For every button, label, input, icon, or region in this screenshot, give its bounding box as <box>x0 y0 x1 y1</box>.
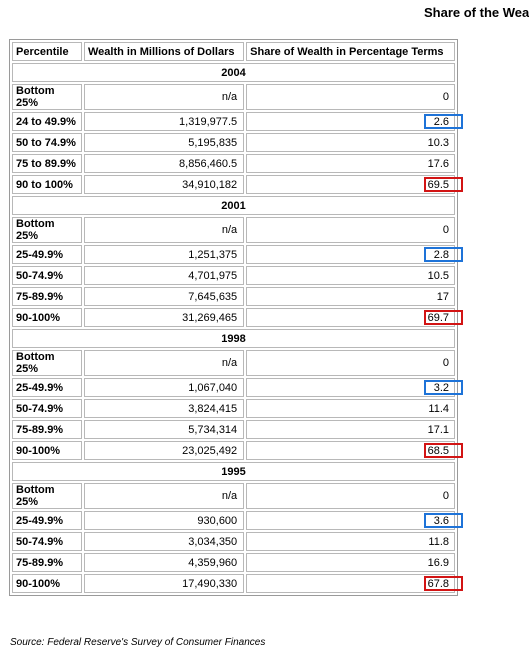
table-row <box>12 553 455 572</box>
percentile-cell: 75-89.9% <box>12 420 82 439</box>
table-row <box>12 154 455 173</box>
share-cell <box>246 133 455 152</box>
share-cell <box>246 287 455 306</box>
percentile-cell: 50-74.9% <box>12 399 82 418</box>
percentile-cell: 50-74.9% <box>12 532 82 551</box>
table-row <box>12 574 455 593</box>
share-cell <box>246 511 455 530</box>
wealth-cell: 34,910,182 <box>84 175 244 194</box>
table-row <box>12 84 455 110</box>
share-cell <box>246 175 455 194</box>
share-value: 69.7 <box>427 311 449 324</box>
wealth-cell: 5,734,314 <box>84 420 244 439</box>
table-row <box>12 441 455 460</box>
highlight-box-blue <box>424 247 463 262</box>
year-row <box>12 196 455 215</box>
wealth-cell: n/a <box>84 84 244 110</box>
percentile-cell: 25-49.9% <box>12 378 82 397</box>
share-value: 17.1 <box>427 423 449 436</box>
share-value: 10.3 <box>427 136 449 149</box>
year-heading: 1995 <box>12 462 455 481</box>
share-value: 16.9 <box>427 556 449 569</box>
share-cell <box>246 420 455 439</box>
share-value: 67.8 <box>427 577 449 590</box>
highlight-box-blue <box>424 380 463 395</box>
table-row <box>12 483 455 509</box>
wealth-cell: n/a <box>84 217 244 243</box>
share-value: 0 <box>442 490 449 502</box>
wealth-cell: 3,824,415 <box>84 399 244 418</box>
table-row <box>12 532 455 551</box>
share-cell <box>246 483 455 509</box>
highlight-box-red <box>424 177 463 192</box>
table-row <box>12 350 455 376</box>
share-value: 17 <box>436 290 449 303</box>
share-cell <box>246 532 455 551</box>
wealth-cell: 4,701,975 <box>84 266 244 285</box>
percentile-cell: 75-89.9% <box>12 287 82 306</box>
percentile-cell: 50 to 74.9% <box>12 133 82 152</box>
share-cell <box>246 266 455 285</box>
table-row <box>12 112 455 131</box>
table-header-row <box>12 42 455 61</box>
source-note: Source: Federal Reserve's Survey of Consumer Finances <box>10 637 266 648</box>
share-cell <box>246 84 455 110</box>
wealth-cell: 3,034,350 <box>84 532 244 551</box>
share-cell <box>246 378 455 397</box>
share-value: 17.6 <box>427 157 449 170</box>
share-cell <box>246 553 455 572</box>
wealth-cell: 31,269,465 <box>84 308 244 327</box>
percentile-cell: 50-74.9% <box>12 266 82 285</box>
wealth-cell: 1,251,375 <box>84 245 244 264</box>
share-cell <box>246 112 455 131</box>
share-cell <box>246 217 455 243</box>
wealth-cell: 17,490,330 <box>84 574 244 593</box>
table-row <box>12 511 455 530</box>
share-value: 68.5 <box>427 444 449 457</box>
header-share: Share of Wealth in Percentage Terms <box>246 42 455 61</box>
percentile-cell: 75 to 89.9% <box>12 154 82 173</box>
percentile-cell: 90 to 100% <box>12 175 82 194</box>
year-heading: 1998 <box>12 329 455 348</box>
share-value: 0 <box>442 357 449 369</box>
percentile-cell: 25-49.9% <box>12 511 82 530</box>
percentile-cell: 90-100% <box>12 441 82 460</box>
share-cell <box>246 399 455 418</box>
share-cell <box>246 574 455 593</box>
wealth-cell: 23,025,492 <box>84 441 244 460</box>
highlight-box-red <box>424 576 463 591</box>
share-value: 3.2 <box>433 381 449 394</box>
share-value: 2.6 <box>433 115 449 128</box>
wealth-cell: 4,359,960 <box>84 553 244 572</box>
highlight-box-blue <box>424 513 463 528</box>
year-heading: 2004 <box>12 63 455 82</box>
percentile-cell: Bottom 25% <box>12 84 82 110</box>
table-row <box>12 378 455 397</box>
highlight-box-red <box>424 443 463 458</box>
share-value: 69.5 <box>427 178 449 191</box>
wealth-cell: n/a <box>84 350 244 376</box>
percentile-cell: 24 to 49.9% <box>12 112 82 131</box>
page-title: Share of the Wea <box>424 5 529 20</box>
year-row <box>12 462 455 481</box>
wealth-share-table <box>9 39 458 596</box>
table-row <box>12 175 455 194</box>
share-value: 2.8 <box>433 248 449 261</box>
share-value: 11.4 <box>428 402 449 415</box>
percentile-cell: 25-49.9% <box>12 245 82 264</box>
table-row <box>12 133 455 152</box>
percentile-cell: 90-100% <box>12 574 82 593</box>
share-cell <box>246 245 455 264</box>
table-row <box>12 308 455 327</box>
year-heading: 2001 <box>12 196 455 215</box>
year-row <box>12 63 455 82</box>
header-wealth: Wealth in Millions of Dollars <box>84 42 244 61</box>
header-percentile: Percentile <box>12 42 82 61</box>
share-cell <box>246 350 455 376</box>
share-value: 0 <box>442 91 449 103</box>
highlight-box-blue <box>424 114 463 129</box>
wealth-cell: 5,195,835 <box>84 133 244 152</box>
wealth-cell: 8,856,460.5 <box>84 154 244 173</box>
table-row <box>12 287 455 306</box>
table-row <box>12 420 455 439</box>
share-cell <box>246 308 455 327</box>
wealth-cell: 1,067,040 <box>84 378 244 397</box>
wealth-cell: 1,319,977.5 <box>84 112 244 131</box>
percentile-cell: 90-100% <box>12 308 82 327</box>
share-value: 3.6 <box>433 514 449 527</box>
percentile-cell: Bottom 25% <box>12 350 82 376</box>
percentile-cell: Bottom 25% <box>12 483 82 509</box>
highlight-box-red <box>424 310 463 325</box>
wealth-cell: 930,600 <box>84 511 244 530</box>
share-cell <box>246 441 455 460</box>
share-cell <box>246 154 455 173</box>
percentile-cell: Bottom 25% <box>12 217 82 243</box>
share-value: 0 <box>442 224 449 236</box>
year-row <box>12 329 455 348</box>
share-value: 10.5 <box>427 269 449 282</box>
wealth-cell: 7,645,635 <box>84 287 244 306</box>
table-row <box>12 217 455 243</box>
table-row <box>12 266 455 285</box>
table-row <box>12 399 455 418</box>
wealth-cell: n/a <box>84 483 244 509</box>
table-row <box>12 245 455 264</box>
percentile-cell: 75-89.9% <box>12 553 82 572</box>
share-value: 11.8 <box>428 535 449 548</box>
table-body <box>12 63 455 593</box>
